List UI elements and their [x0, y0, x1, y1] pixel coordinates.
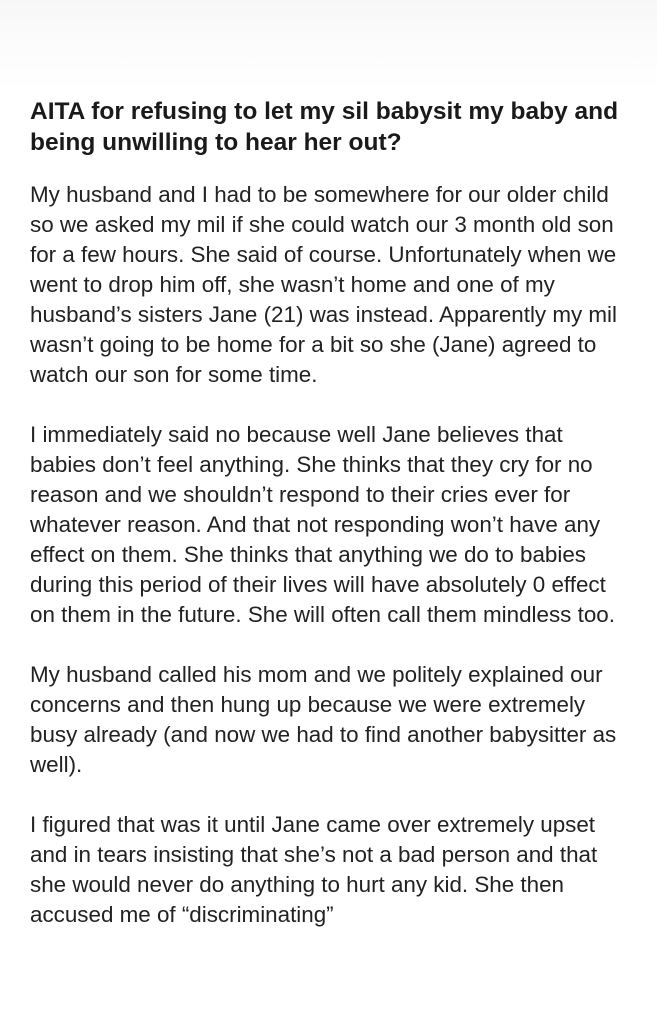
post-paragraph: My husband called his mom and we politely explained our concerns and then hung up because we were extremely busy already (and now we had to find another babysitter as well).: [30, 662, 617, 777]
post-body: [30, 180, 630, 930]
post-paragraph: I immediately said no because well Jane believes that babies don’t feel anything. She thinks that they cry for no reason and we shouldn’t respond to their cries ever for whatever reason. And that not responding won’t have any effect on them. She thinks that anything we do to babies during this period of their lives will have absolutely 0 effect on them in the future. She will often call them mindless too.: [30, 422, 615, 627]
post-paragraph: My husband and I had to be somewhere for our older child so we asked my mil if she could watch our 3 month old son for a few hours. She said of course. Unfortunately when we went to drop him off, she wasn’t home and one of my husband’s sisters Jane (21) was instead. Apparently my mil wasn’t going to be home for a bit so she (Jane) agreed to watch our son for some time.: [30, 182, 617, 387]
post-title[interactable]: AITA for refusing to let my sil babysit my baby and being unwilling to hear her out?: [30, 98, 619, 156]
post-paragraph: I figured that was it until Jane came over extremely upset and in tears insisting that she’s not a bad person and that she would never do anything to hurt any kid. She then accused me of “discriminating”: [30, 812, 598, 927]
post: [30, 96, 630, 960]
top-faded-header: [0, 0, 657, 90]
